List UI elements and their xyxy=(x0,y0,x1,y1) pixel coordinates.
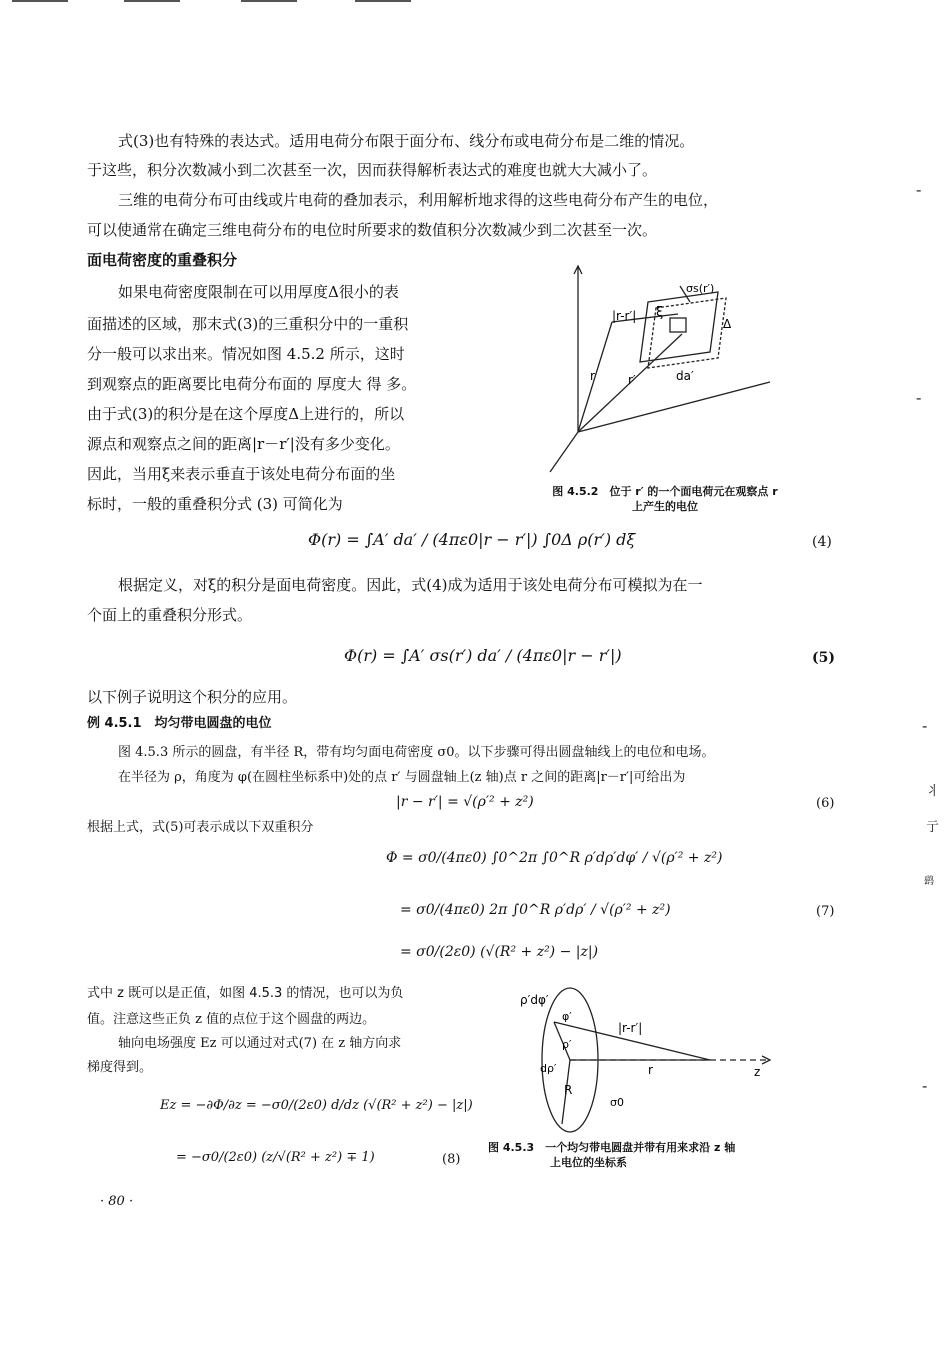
figure-4-5-2-caption xyxy=(520,484,810,514)
fig452-rp-label: r′ xyxy=(628,373,636,387)
intro-line: 式(3)也有特殊的表达式。适用电荷分布限于面分布、线分布或电荷分布是二维的情况。 xyxy=(118,132,695,150)
para3: 以下例子说明这个积分的应用。 xyxy=(87,688,298,706)
fig453-rho-label: ρ′ xyxy=(562,1038,572,1051)
intro-line: 于这些，积分次数减小到二次甚至一次，因而获得解析表达式的难度也就大大减小了。 xyxy=(87,161,658,179)
left-para-line: 到观察点的距离要比电荷分布面的 厚度大 得 多。 xyxy=(87,375,417,393)
equation-6-number: (6) xyxy=(816,796,835,811)
margin-mark: 鹞 xyxy=(924,876,934,887)
fig453-rdphi-label: ρ′dφ′ xyxy=(520,993,549,1007)
equation-7-line3: = σ0/(2ε0) (√(R² + z²) − |z|) xyxy=(400,944,599,960)
caption-line: 上产生的电位 xyxy=(632,500,698,513)
fig453-phi-label: φ′ xyxy=(562,1010,572,1023)
figure-4-5-3-caption xyxy=(488,1140,808,1170)
example-line: 根据上式，式(5)可表示成以下双重积分 xyxy=(87,820,314,835)
margin-mark: - xyxy=(922,1076,928,1095)
left-para-line: 源点和观察点之间的距离|r－r′|没有多少变化。 xyxy=(87,435,400,453)
left-para-line: 面描述的区域，那末式(3)的三重积分中的一重积 xyxy=(87,315,409,333)
equation-6: |r − r′| = √(ρ′² + z²) xyxy=(396,794,534,810)
fig453-R-label: R xyxy=(564,1083,573,1097)
margin-mark: - xyxy=(916,388,922,407)
intro-line: 可以使通常在确定三维电荷分布的电位时所要求的数值积分次数减少到二次甚至一次。 xyxy=(87,221,658,239)
left-para-line: 分一般可以求出来。情况如图 4.5.2 所示，这时 xyxy=(87,345,405,363)
caption-line: 图 4.5.2 位于 r′ 的一个面电荷元在观察点 r xyxy=(552,485,778,498)
left-para-line: 因此，当用ξ来表示垂直于该处电荷分布面的坐 xyxy=(87,465,396,483)
equation-5-number: (5) xyxy=(812,650,835,666)
equation-4-number: (4) xyxy=(812,534,832,550)
equation-7-number: (7) xyxy=(816,904,835,919)
caption-line: 图 4.5.3 一个均匀带电圆盘并带有用来求沿 z 轴 xyxy=(488,1141,736,1154)
bottom-left-line: 式中 z 既可以是正值，如图 4.5.3 的情况，也可以为负 xyxy=(87,986,404,1001)
equation-4: Φ(r) = ∫A′ da′ / (4πε0|r − r′|) ∫0Δ ρ(r′) dξ xyxy=(308,530,636,549)
top-rule xyxy=(124,0,180,2)
fig453-z-label: z xyxy=(754,1065,761,1079)
equation-7-line1: Φ = σ0/(4πε0) ∫0^2π ∫0^R ρ′dρ′dφ′ / √(ρ′² + z²) xyxy=(386,850,723,866)
left-para-line: 如果电荷密度限制在可以用厚度Δ很小的表 xyxy=(118,283,399,301)
fig452-r-label: r xyxy=(590,369,595,383)
fig452-xi-label: ξ xyxy=(656,305,664,320)
intro-line: 三维的电荷分布可由线或片电荷的叠加表示，利用解析地求得的这些电荷分布产生的电位， xyxy=(118,191,719,209)
figure-4-5-2 xyxy=(540,262,780,477)
left-para-line: 由于式(3)的积分是在这个厚度Δ上进行的，所以 xyxy=(87,405,405,423)
caption-line: 上电位的坐标系 xyxy=(550,1156,627,1169)
example-line: 在半径为 ρ，角度为 φ(在圆柱坐标系中)处的点 r′ 与圆盘轴上(z 轴)点 r 之间的距离|r－r′|可给出为 xyxy=(118,770,686,785)
fig452-delta-label: Δ xyxy=(723,317,732,331)
equation-8-line1: Ez = −∂Φ/∂z = −σ0/(2ε0) d/dz (√(R² + z²) − |z|) xyxy=(160,1098,473,1113)
margin-mark: - xyxy=(916,180,922,199)
fig452-dist-label: |r-r′| xyxy=(612,309,637,323)
equation-7-line2: = σ0/(4πε0) 2π ∫0^R ρ′dρ′ / √(ρ′² + z²) xyxy=(400,902,671,918)
bottom-left-line: 梯度得到。 xyxy=(87,1060,153,1075)
bottom-left-line: 轴向电场强度 Ez 可以通过对式(7) 在 z 轴方向求 xyxy=(118,1036,402,1051)
top-rule xyxy=(241,0,297,2)
bottom-left-line: 值。注意这些正负 z 值的点位于这个圆盘的两边。 xyxy=(87,1012,376,1027)
example-title: 例 4.5.1 均匀带电圆盘的电位 xyxy=(87,716,272,731)
section-heading: 面电荷密度的重叠积分 xyxy=(87,251,238,269)
example-line: 图 4.5.3 所示的圆盘，有半径 R，带有均匀面电荷密度 σ0。以下步骤可得出圆盘轴线上的电位和电场。 xyxy=(118,745,715,760)
fig453-r-label: r xyxy=(648,1063,653,1077)
left-para-line: 标时，一般的重叠积分式 (3) 可简化为 xyxy=(87,495,343,513)
top-rule xyxy=(355,0,411,2)
margin-mark: - xyxy=(922,716,928,735)
margin-mark: 亍 xyxy=(926,820,940,835)
page-number: · 80 · xyxy=(100,1194,134,1209)
top-rule xyxy=(12,0,68,2)
equation-8-line2: = −σ0/(2ε0) (z/√(R² + z²) ∓ 1) xyxy=(176,1150,375,1165)
fig453-drho-label: dρ′ xyxy=(540,1062,557,1075)
fig453-dist-label: |r-r′| xyxy=(618,1021,643,1035)
fig452-sigma-label: σs(r′) xyxy=(686,282,715,295)
para2-line: 根据定义，对ξ的积分是面电荷密度。因此，式(4)成为适用于该处电荷分布可模拟为在一 xyxy=(118,576,703,594)
fig452-da-label: da′ xyxy=(676,369,694,383)
equation-5: Φ(r) = ∫A′ σs(r′) da′ / (4πε0|r − r′|) xyxy=(344,646,622,665)
fig453-sigma-label: σ0 xyxy=(610,1096,624,1109)
figure-4-5-3 xyxy=(510,984,800,1134)
equation-8-number: (8) xyxy=(442,1152,461,1167)
para2-line: 个面上的重叠积分形式。 xyxy=(87,606,253,624)
margin-mark: 丬 xyxy=(926,784,940,799)
